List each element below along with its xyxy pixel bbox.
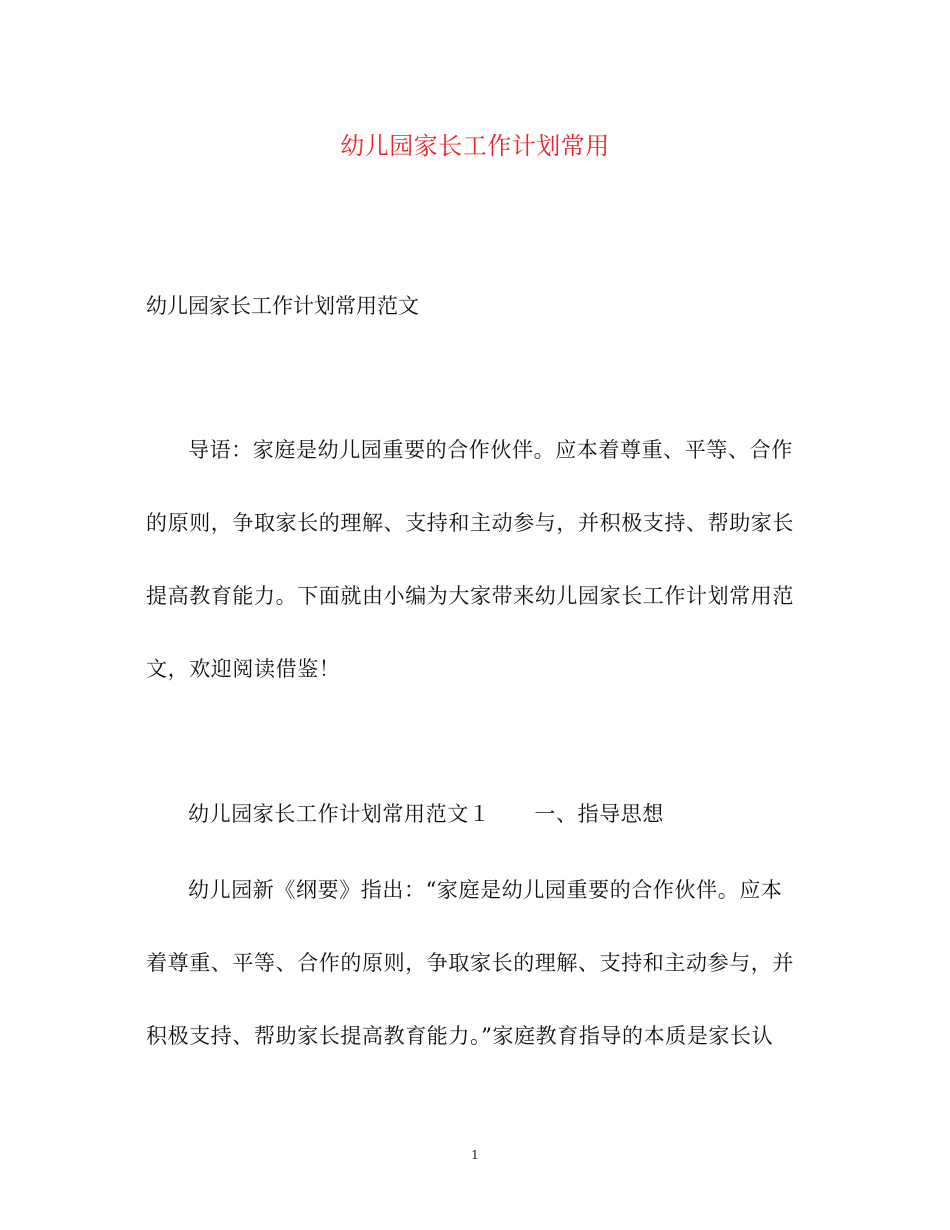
section-heading: 一、指导思想 [534,802,665,826]
body-paragraph [146,854,806,1073]
body-line: 积极支持、帮助家长提高教育能力。”家庭教育指导的本质是家长认 [146,1024,774,1048]
body-line: 幼儿园新《纲要》指出：“家庭是幼儿园重要的合作伙伴。应本 [188,878,783,902]
section-label: 幼儿园家长工作计划常用范文１ [188,802,491,826]
intro-line: 文，欢迎阅读借鉴！ [146,657,341,681]
document-subtitle: 幼儿园家长工作计划常用范文 [146,294,419,318]
document-title: 幼儿园家长工作计划常用 [340,132,610,160]
intro-line: 的原则，争取家长的理解、支持和主动参与，并积极支持、帮助家长 [146,511,794,535]
section-heading-row [188,798,664,830]
intro-line: 导语：家庭是幼儿园重要的合作伙伴。应本着尊重、平等、合作 [188,438,793,462]
intro-line: 提高教育能力。下面就由小编为大家带来幼儿园家长工作计划常用范 [146,584,794,608]
intro-paragraph [146,414,806,706]
page-number: 1 [471,1148,479,1162]
body-line: 着尊重、平等、合作的原则，争取家长的理解、支持和主动参与，并 [146,951,794,975]
